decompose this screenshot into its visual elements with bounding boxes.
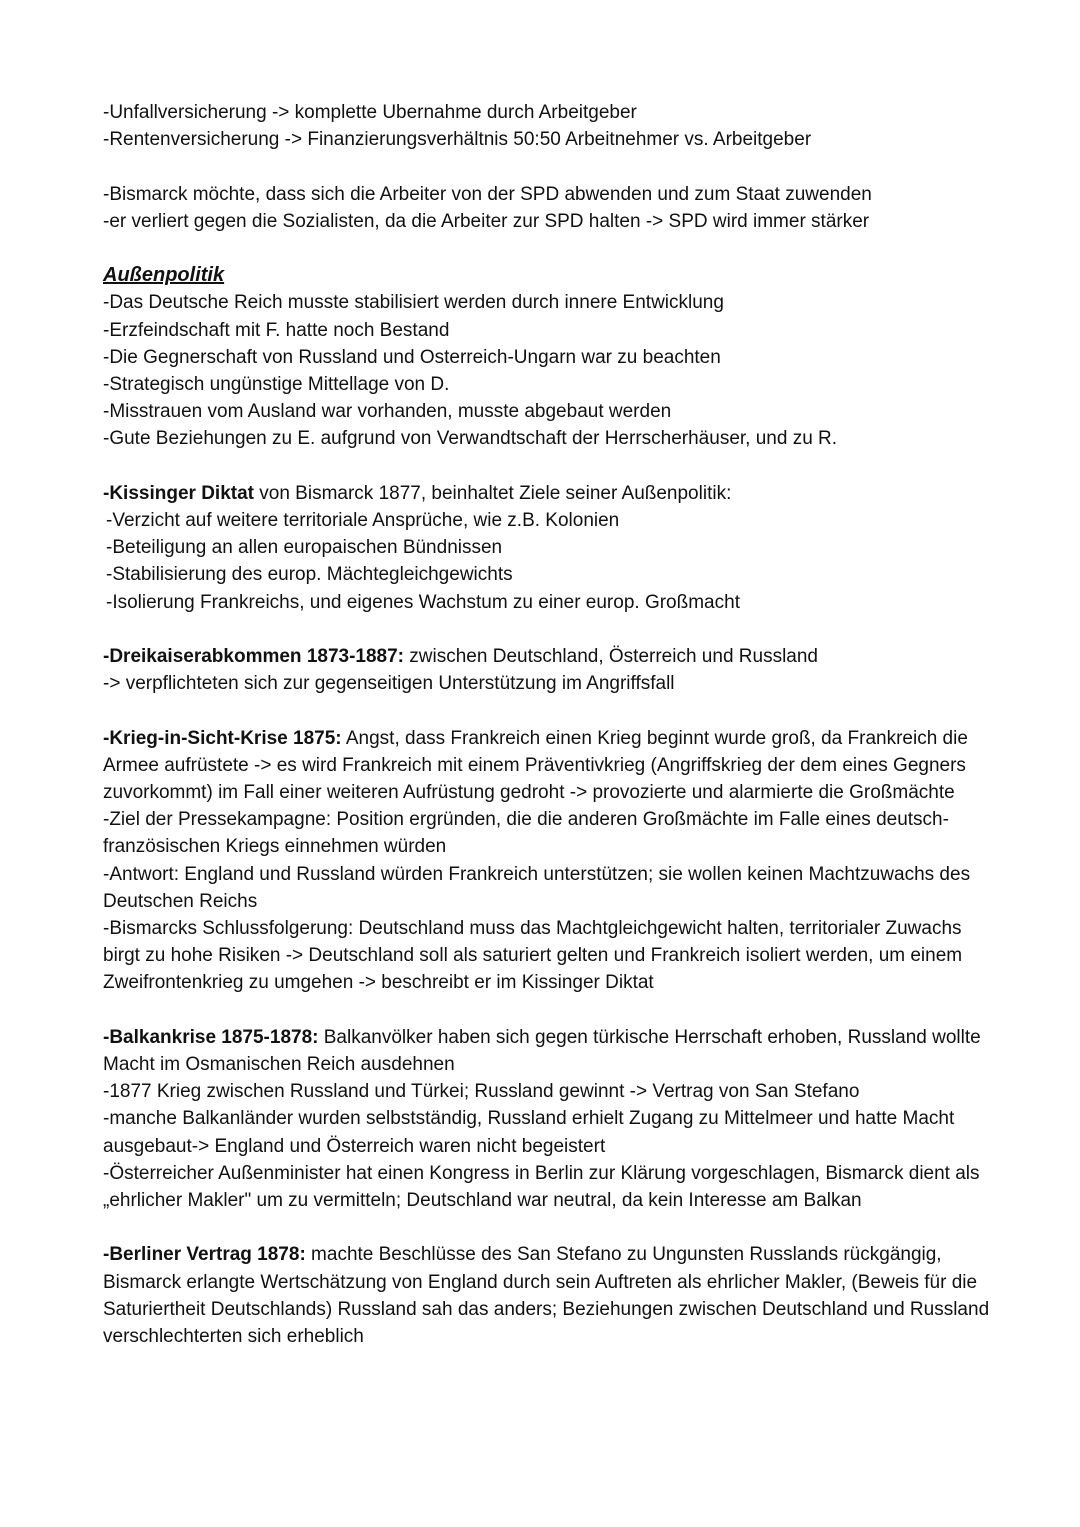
spacer [103, 153, 1003, 180]
list-item: -Stabilisierung des europ. Mächtegleichgewichts [106, 564, 513, 586]
krieg-paragraph [103, 725, 1003, 807]
term-label: -Krieg-in-Sicht-Krise 1875: [103, 727, 342, 749]
term-label: -Balkankrise 1875-1878: [103, 1026, 319, 1048]
term-label: -Berliner Vertrag 1878: [103, 1244, 306, 1266]
paragraph: -Antwort: England und Russland würden Frankreich unterstützen; sie wollen keinen Machtzuwachs des Deutschen Reichs [103, 863, 971, 912]
paragraph: -Ziel der Pressekampagne: Position ergründen, die die anderen Großmächte im Falle eines deutsch-französischen Kriegs einnehmen würden [103, 809, 949, 858]
list-item: -Isolierung Frankreichs, und eigenes Wachstum zu einer europ. Großmacht [106, 591, 740, 613]
paragraph: -manche Balkanländer wurden selbstständig, Russland erhielt Zugang zu Mittelmeer und hatte Macht ausgebaut-> England und Österreich waren nicht begeistert [103, 1108, 955, 1157]
text-line: -er verliert gegen die Sozialisten, da die Arbeiter zur SPD halten -> SPD wird immer stärker [103, 210, 870, 232]
list-item: -Misstrauen vom Ausland war vorhanden, musste abgebaut werden [103, 401, 672, 423]
dreikaiser-intro [103, 643, 1003, 670]
term-text: zwischen Deutschland, Österreich und Russland [404, 646, 818, 667]
term-text: Angst, dass Frankreich einen Krieg beginnt wurde groß, da Frankreich die Armee aufrüstete -> es wird Frankreich mit einem Präventivkrieg (Angriffskrieg der dem eines Gegners zuvorkommt) im Fall einer weiteren Aufrüstung gedroht -> provozierte und alarmierte die Großmächte [103, 727, 968, 803]
paragraph: -Österreicher Außenminister hat einen Kongress in Berlin zur Klärung vorgeschlagen, Bismarck dient als „ehrlicher Makler" um zu vermitteln; Deutschland war neutral, da kein Interesse am Balkan [103, 1162, 980, 1212]
list-item: -Die Gegnerschaft von Russland und Osterreich-Ungarn war zu beachten [103, 346, 721, 368]
text-line: -Bismarck möchte, dass sich die Arbeiter von der SPD abwenden und zum Staat zuwenden [103, 183, 872, 205]
list-item: -Verzicht auf weitere territoriale Ansprüche, wie z.B. Kolonien [106, 510, 620, 531]
list-item: -Das Deutsche Reich musste stabilisiert werden durch innere Entwicklung [103, 292, 724, 314]
paragraph: -1877 Krieg zwischen Russland und Türkei; Russland gewinnt -> Vertrag von San Stefano [103, 1081, 860, 1103]
kissinger-intro [103, 480, 1003, 507]
term-text: machte Beschlüsse des San Stefano zu Ungunsten Russlands rückgängig, Bismarck erlangte Wertschätzung von England durch sein Auftreten als ehrlicher Makler, (Beweis für die Saturiertheit Deutschlands) Russland sah das anders; Beziehungen zwischen Deutschland und Russland verschlechterten sich erheblich [103, 1244, 990, 1348]
list-item: -Beteiligung an allen europaischen Bündnissen [106, 537, 503, 559]
term-text: von Bismarck 1877, beinhaltet Ziele seiner Außenpolitik: [253, 482, 732, 504]
spacer [103, 1214, 1003, 1241]
balkan-paragraph [103, 1024, 1003, 1078]
text-line: -Rentenversicherung -> Finanzierungsverhältnis 50:50 Arbeitnehmer vs. Arbeitgeber [103, 129, 812, 151]
list-item: -Strategisch ungünstige Mittellage von D. [103, 374, 450, 395]
paragraph: -Bismarcks Schlussfolgerung: Deutschland muss das Machtgleichgewicht halten, territorialer Zuwachs birgt zu hohe Risiken -> Deutschland soll als saturiert gelten und Frankreich isoliert werden, um einem Zweifrontenkrieg zu umgehen -> beschreibt er im Kissinger Diktat [103, 918, 963, 994]
document-page [103, 99, 1003, 1350]
text-line: -Unfallversicherung -> komplette Ubernahme durch Arbeitgeber [103, 102, 637, 123]
spacer [103, 697, 1003, 724]
section-heading: Außenpolitik [103, 264, 225, 287]
term-text: Balkanvölker haben sich gegen türkische Herrschaft erhoben, Russland wollte Macht im Osmanischen Reich ausdehnen [103, 1026, 981, 1076]
list-item: -Erzfeindschaft mit F. hatte noch Bestand [103, 319, 450, 341]
spacer [103, 453, 1003, 480]
spacer [103, 235, 1003, 262]
term-label: -Dreikaiserabkommen 1873-1887: [103, 646, 405, 667]
berliner-paragraph [103, 1241, 1003, 1350]
text-line: -> verpflichteten sich zur gegenseitigen Unterstützung im Angriffsfall [103, 673, 675, 695]
spacer [103, 616, 1003, 643]
spacer [103, 997, 1003, 1024]
term-label: -Kissinger Diktat [103, 482, 254, 504]
list-item: -Gute Beziehungen zu E. aufgrund von Verwandtschaft der Herrscherhäuser, und zu R. [103, 428, 838, 450]
